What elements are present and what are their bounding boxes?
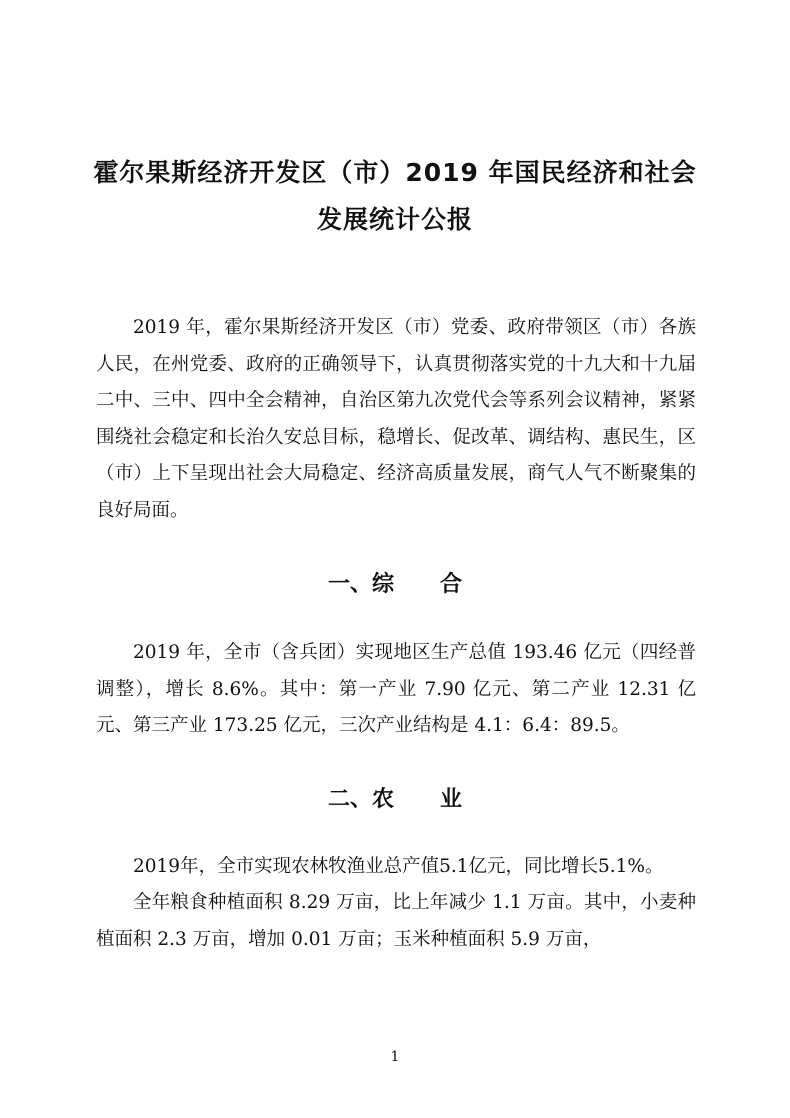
- document-title-line-2: 发展统计公报: [316, 205, 473, 234]
- agriculture-paragraph-2: 全年粮食种植面积 8.29 万亩，比上年减少 1.1 万亩。其中，小麦种植面积 2.3 万亩，增加 0.01 万亩；玉米种植面积 5.9 万亩，: [96, 892, 696, 950]
- section-heading-general: 一、综 合: [328, 572, 462, 597]
- section-heading-agriculture: 二、农 业: [328, 787, 462, 812]
- intro-paragraph: 2019 年，霍尔果斯经济开发区（市）党委、政府带领区（市）各族人民，在州党委、政府的正确领导下，认真贯彻落实党的十九大和十九届二中、三中、四中全会精神，自治区第九次党代会等系列会议精神，紧紧围绕社会稳定和长治久安总目标，稳增长、促改革、调结构、惠民生，区（市）上下呈现出社会大局稳定、经济高质量发展，商气人气不断聚集的良好局面。: [96, 317, 696, 521]
- general-paragraph: 2019 年，全市（含兵团）实现地区生产总值 193.46 亿元（四经普调整），增长 8.6%。其中：第一产业 7.90 亿元、第二产业 12.31 亿元、第三产业 173.25 亿元，三次产业结构是 4.1：6.4：89.5。: [96, 642, 696, 736]
- agriculture-paragraph-1: 2019年，全市实现农林牧渔业总产值5.1亿元，同比增长5.1%。: [133, 856, 664, 877]
- document-title-line-1: 霍尔果斯经济开发区（市）2019 年国民经济和社会: [93, 158, 697, 187]
- page-number: 1: [390, 1049, 400, 1065]
